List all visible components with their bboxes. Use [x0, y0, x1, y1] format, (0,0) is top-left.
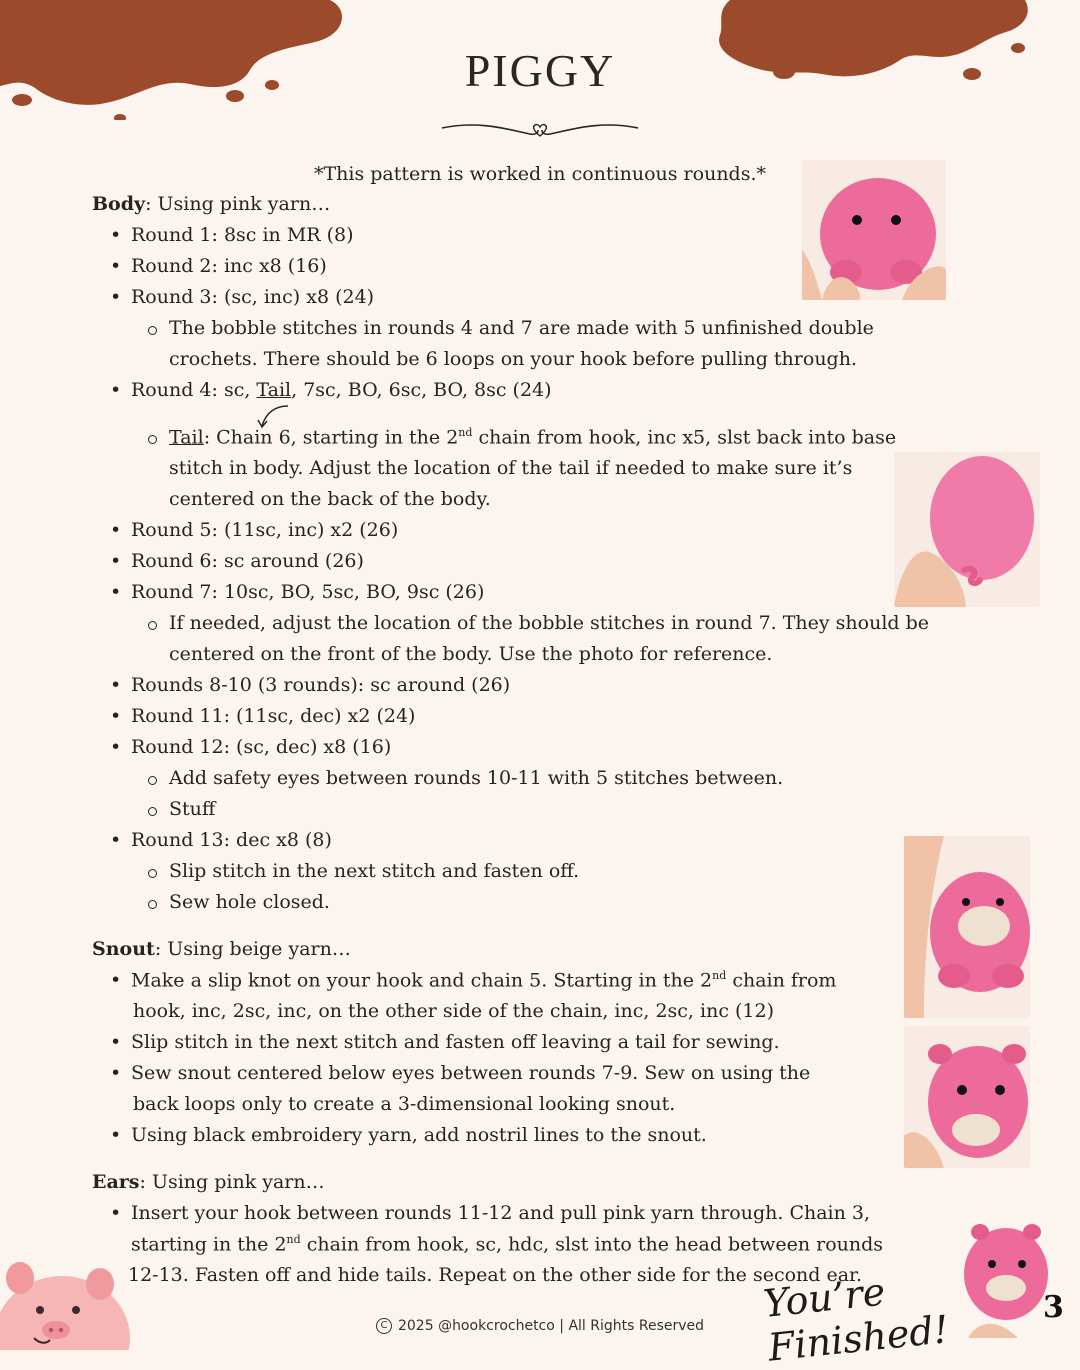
- snout-step-1-line-1: Make a slip knot on your hook and chain 5. Starting in the 2nd chain from: [131, 969, 837, 992]
- sew-note: Sew hole closed.: [169, 891, 330, 913]
- snout-step-2: Slip stitch in the next stitch and fasten off leaving a tail for sewing.: [131, 1031, 780, 1053]
- body-heading: [92, 193, 330, 215]
- copyright-line: C 2025 @hookcrochetco | All Rights Reserved: [0, 1318, 1080, 1334]
- snout-label: Snout: [92, 938, 155, 960]
- heart-divider-icon: [440, 118, 640, 142]
- page-number: 3: [1043, 1290, 1064, 1325]
- pattern-note: *This pattern is worked in continuous rounds.*: [313, 163, 767, 185]
- snout-step-3-line-1: Sew snout centered below eyes between rounds 7-9. Sew on using the: [131, 1062, 811, 1084]
- pig-with-ears-photo: [904, 1026, 1030, 1168]
- round-11: Round 11: (11sc, dec) x2 (24): [131, 705, 416, 727]
- rounds-8-10: Rounds 8-10 (3 rounds): sc around (26): [131, 674, 511, 696]
- adjust-note-line-1: If needed, adjust the location of the bobble stitches in round 7. They should be: [169, 612, 930, 634]
- ears-heading: [92, 1171, 325, 1193]
- round-12: Round 12: (sc, dec) x8 (16): [131, 736, 392, 758]
- body-label: Body: [92, 193, 146, 215]
- bobble-note-line-2: crochets. There should be 6 loops on your hook before pulling through.: [169, 348, 857, 370]
- tail-note-line-1: Tail: Chain 6, starting in the 2nd chain from hook, inc x5, slst back into base: [169, 426, 897, 449]
- bobble-note-line-1: The bobble stitches in rounds 4 and 7 are made with 5 unfinished double: [169, 317, 874, 339]
- cartoon-pig-icon: [0, 1258, 135, 1350]
- finished-signature: You’re Finished!: [761, 1269, 951, 1370]
- round-3: Round 3: (sc, inc) x8 (24): [131, 286, 375, 308]
- body-intro: : Using pink yarn…: [145, 193, 331, 215]
- stuff-note: Stuff: [169, 798, 216, 820]
- page-title: PIGGY: [464, 45, 616, 96]
- ears-step-line-1: Insert your hook between rounds 11-12 and pull pink yarn through. Chain 3,: [131, 1202, 871, 1224]
- slip-note: Slip stitch in the next stitch and fasten off.: [169, 860, 580, 882]
- snout-intro: : Using beige yarn…: [154, 938, 351, 960]
- pig-body-back-photo: [894, 452, 1040, 607]
- adjust-note-line-2: centered on the front of the body. Use the photo for reference.: [169, 643, 773, 665]
- tail-note-line-2: stitch in body. Adjust the location of the tail if needed to make sure it’s: [169, 457, 853, 479]
- round-1: Round 1: 8sc in MR (8): [131, 224, 354, 246]
- tail-note-line-3: centered on the back of the body.: [169, 488, 491, 510]
- snout-step-3-line-2: back loops only to create a 3-dimensional looking snout.: [133, 1093, 676, 1115]
- snout-heading: [92, 938, 351, 960]
- pig-with-snout-photo: [904, 836, 1030, 1018]
- ears-intro: : Using pink yarn…: [139, 1171, 325, 1193]
- snout-step-4: Using black embroidery yarn, add nostril lines to the snout.: [131, 1124, 707, 1146]
- round-7: Round 7: 10sc, BO, 5sc, BO, 9sc (26): [131, 581, 485, 603]
- ears-label: Ears: [92, 1171, 140, 1193]
- copyright-icon: C: [376, 1318, 392, 1334]
- round-6: Round 6: sc around (26): [131, 550, 364, 572]
- ears-step-line-2: starting in the 2nd chain from hook, sc, hdc, slst into the head between rounds: [131, 1233, 884, 1256]
- round-4: Round 4: sc, Tail, 7sc, BO, 6sc, BO, 8sc (24): [131, 379, 552, 401]
- pig-body-front-photo: [802, 160, 946, 300]
- round-2: Round 2: inc x8 (16): [131, 255, 327, 277]
- round-13: Round 13: dec x8 (8): [131, 829, 332, 851]
- round-5: Round 5: (11sc, inc) x2 (26): [131, 519, 399, 541]
- snout-step-1-line-2: hook, inc, 2sc, inc, on the other side of the chain, inc, 2sc, inc (12): [133, 1000, 775, 1022]
- eyes-note: Add safety eyes between rounds 10-11 with 5 stitches between.: [169, 767, 784, 789]
- tail-link: Tail: [256, 379, 292, 401]
- ears-step-line-3: 12-13. Fasten off and hide tails. Repeat on the other side for the second ear.: [128, 1264, 863, 1286]
